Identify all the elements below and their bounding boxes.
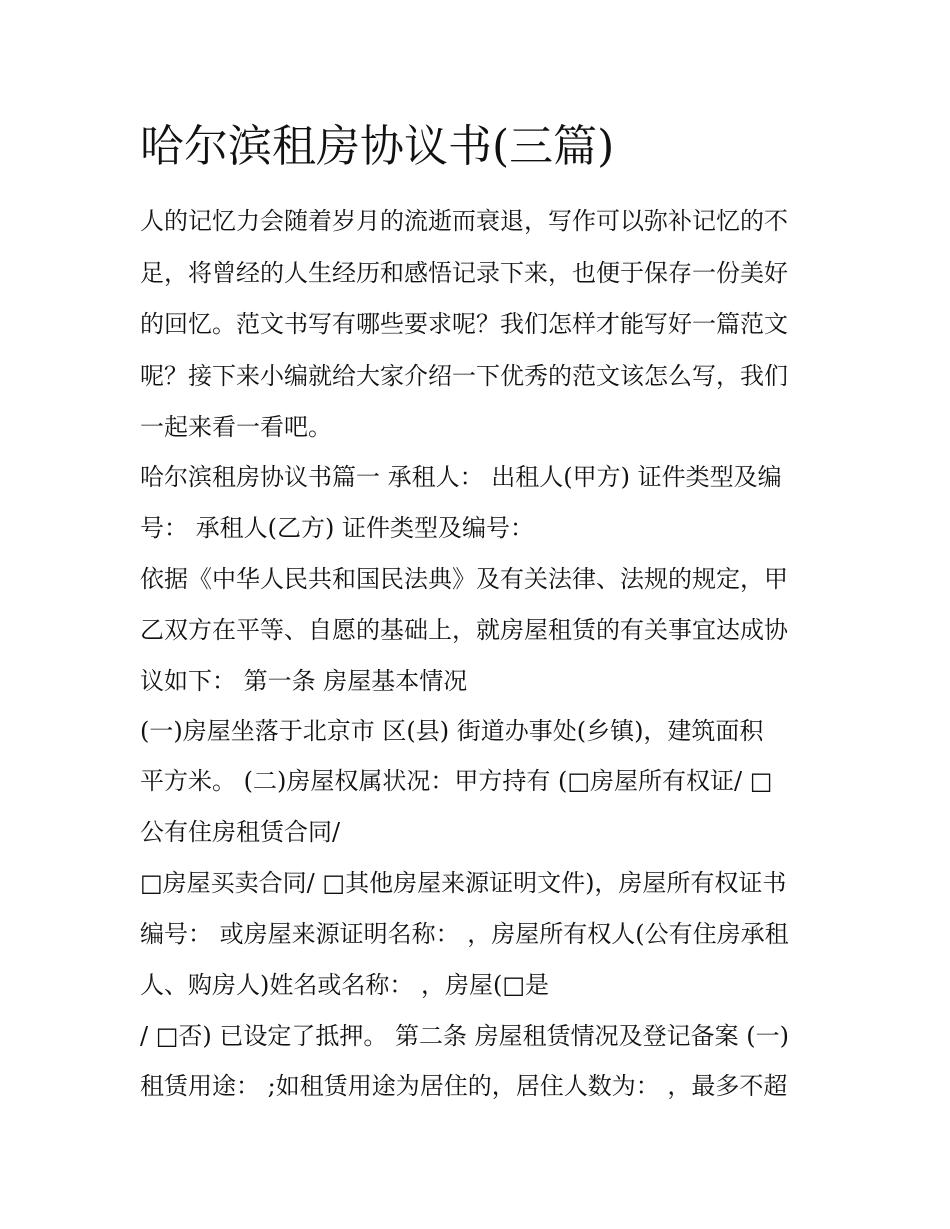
text-line: 平方米。 (二)房屋权属状况：甲方持有 (□房屋所有权证/ □ bbox=[140, 767, 773, 795]
text-line: / □否) 已设定了抵押。 第二条 房屋租赁情况及登记备案 (一) bbox=[140, 1022, 789, 1050]
text-line: (一)房屋坐落于北京市 区(县) 街道办事处(乡镇)，建筑面积 bbox=[140, 717, 764, 745]
text-line: 人、购房人)姓名或名称： ，房屋(□是 bbox=[140, 971, 550, 999]
text-line: 的回忆。范文书写有哪些要求呢？我们怎样才能写好一篇范文 bbox=[140, 310, 788, 338]
text-line: □房屋买卖合同/ □其他房屋来源证明文件)，房屋所有权证书 bbox=[140, 869, 787, 897]
text-line: 足，将曾经的人生经历和感悟记录下来，也便于保存一份美好 bbox=[140, 259, 788, 287]
document-title: 哈尔滨租房协议书(三篇) bbox=[140, 121, 615, 172]
text-line: 呢？接下来小编就给大家介绍一下优秀的范文该怎么写，我们 bbox=[140, 362, 788, 390]
text-line: 哈尔滨租房协议书篇一 承租人： 出租人(甲方) 证件类型及编 bbox=[140, 463, 782, 491]
text-line: 依据《中华人民共和国民法典》及有关法律、法规的规定，甲 bbox=[140, 565, 788, 593]
text-line: 议如下： 第一条 房屋基本情况 bbox=[140, 667, 468, 695]
text-line: 编号： 或房屋来源证明名称： ，房屋所有权人(公有住房承租 bbox=[140, 920, 789, 948]
text-line: 公有住房租赁合同/ bbox=[140, 818, 341, 846]
text-line: 人的记忆力会随着岁月的流逝而衰退，写作可以弥补记忆的不 bbox=[140, 207, 788, 235]
text-line: 号： 承租人(乙方) 证件类型及编号： bbox=[140, 514, 534, 542]
text-line: 乙双方在平等、自愿的基础上，就房屋租赁的有关事宜达成协 bbox=[140, 616, 788, 644]
text-line: 一起来看一看吧。 bbox=[140, 413, 332, 441]
text-line: 租赁用途： ;如租赁用途为居住的，居住人数为： ，最多不超 bbox=[140, 1072, 788, 1100]
